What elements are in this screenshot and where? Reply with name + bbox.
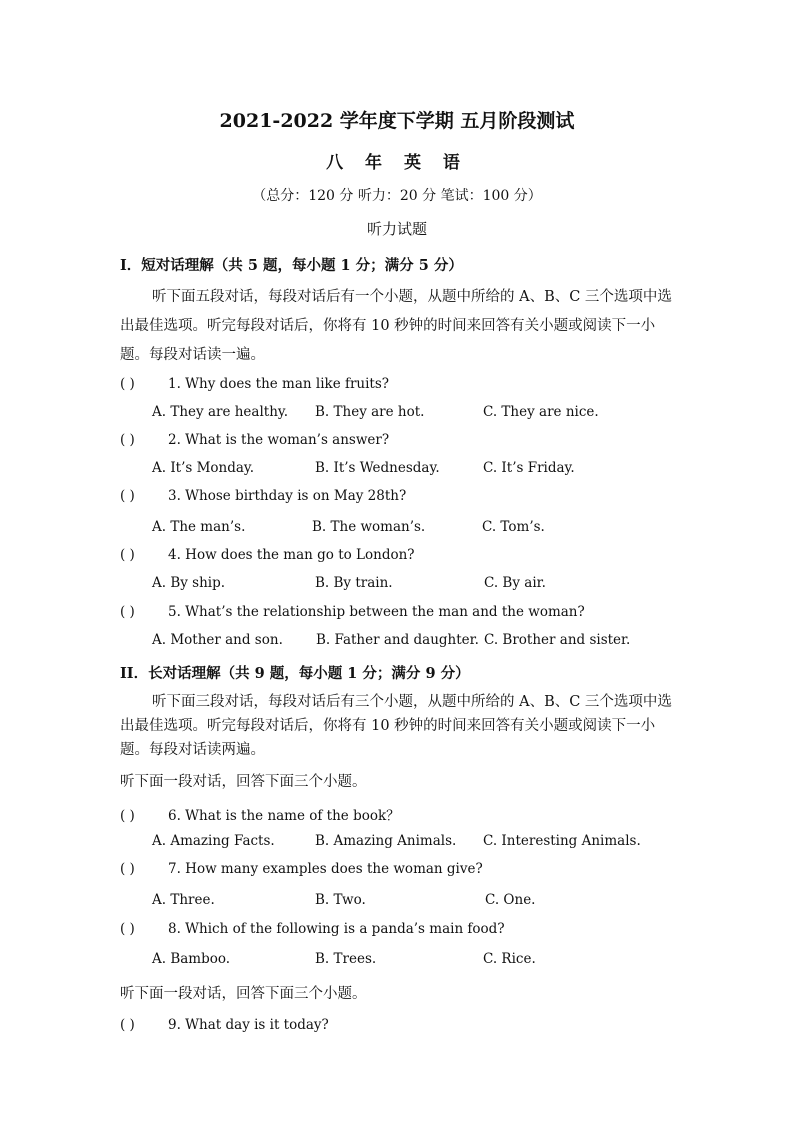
score-info: （总分：120 分 听力：20 分 笔试：100 分） [252, 188, 542, 204]
question-text: 7. How many examples does the woman give? [168, 861, 483, 877]
group-intro-1: 听下面一段对话，回答下面三个小题。 [120, 774, 367, 790]
answer-blank[interactable]: ( ) [120, 376, 135, 392]
option-5c: C. Brother and sister. [484, 632, 631, 648]
option-3b: B. The woman’s. [312, 519, 426, 535]
option-4a: A. By ship. [152, 575, 226, 591]
option-6c: C. Interesting Animals. [483, 833, 641, 849]
option-1a: A. They are healthy. [152, 404, 289, 420]
question-text: 9. What day is it today? [168, 1017, 329, 1033]
question-8 [120, 921, 505, 937]
listening-section-title: 听力试题 [366, 220, 427, 238]
answer-blank[interactable]: ( ) [120, 1017, 135, 1033]
option-6b: B. Amazing Animals. [315, 833, 457, 849]
question-4 [120, 547, 415, 563]
option-5b: B. Father and daughter. [316, 632, 479, 648]
option-6a: A. Amazing Facts. [152, 833, 275, 849]
question-1 [120, 376, 389, 392]
answer-blank[interactable]: ( ) [120, 604, 135, 620]
section1-instructions: 听下面五段对话，每段对话后有一个小题，从题中所给的 A、B、C 三个选项中选出最佳选项。听完每段对话后，你将有 10 秒钟的时间来回答有关小题或阅读下一小题。每段对话读一遍。 [120, 289, 672, 363]
group-intro-2: 听下面一段对话，回答下面三个小题。 [120, 986, 367, 1002]
option-2b: B. It’s Wednesday. [315, 460, 440, 476]
option-7a: A. Three. [152, 892, 215, 908]
answer-blank[interactable]: ( ) [120, 861, 135, 877]
option-8c: C. Rice. [483, 951, 536, 967]
section1-heading: I．短对话理解（共 5 题，每小题 1 分；满分 5 分） [120, 257, 463, 274]
question-7 [120, 861, 483, 877]
question-text: 4. How does the man go to London? [168, 547, 415, 563]
question-text: 2. What is the woman’s answer? [168, 432, 390, 448]
question-text: 6. What is the name of the book？ [168, 808, 400, 824]
question-5 [120, 604, 585, 620]
option-5a: A. Mother and son. [152, 632, 283, 648]
question-text: 8. Which of the following is a panda’s main food? [168, 921, 505, 937]
answer-blank[interactable]: ( ) [120, 808, 135, 824]
option-1c: C. They are nice. [483, 404, 599, 420]
option-4c: C. By air. [484, 575, 546, 591]
question-text: 5. What’s the relationship between the man and the woman? [168, 604, 585, 620]
option-1b: B. They are hot. [315, 404, 425, 420]
option-2c: C. It’s Friday. [483, 460, 575, 476]
question-text: 1. Why does the man like fruits? [168, 376, 390, 392]
answer-blank[interactable]: ( ) [120, 547, 135, 563]
section2-instructions: 听下面三段对话，每段对话后有三个小题，从题中所给的 A、B、C 三个选项中选出最佳选项。听完每段对话后，你将有 10 秒钟的时间来回答有关小题或阅读下一小题。每段对话读两遍。 [120, 694, 672, 758]
option-2a: A. It’s Monday. [152, 460, 255, 476]
question-2 [120, 432, 389, 448]
option-8a: A. Bamboo. [152, 951, 231, 967]
exam-title: 2021-2022 学年度下学期 五月阶段测试 [219, 110, 575, 132]
option-3a: A. The man’s. [152, 519, 246, 535]
option-4b: B. By train. [315, 575, 393, 591]
option-8b: B. Trees. [315, 951, 377, 967]
question-6 [120, 804, 400, 824]
option-7b: B. Two. [315, 892, 366, 908]
answer-blank[interactable]: ( ) [120, 432, 135, 448]
question-9 [120, 1017, 329, 1033]
section2-heading: II．长对话理解（共 9 题，每小题 1 分；满分 9 分） [120, 665, 470, 682]
question-text: 3. Whose birthday is on May 28th? [168, 488, 407, 504]
option-3c: C. Tom’s. [482, 519, 545, 535]
exam-subject: 八 年 英 语 [326, 153, 468, 173]
answer-blank[interactable]: ( ) [120, 488, 135, 504]
answer-blank[interactable]: ( ) [120, 921, 135, 937]
option-7c: C. One. [485, 892, 536, 908]
question-3 [120, 488, 406, 504]
